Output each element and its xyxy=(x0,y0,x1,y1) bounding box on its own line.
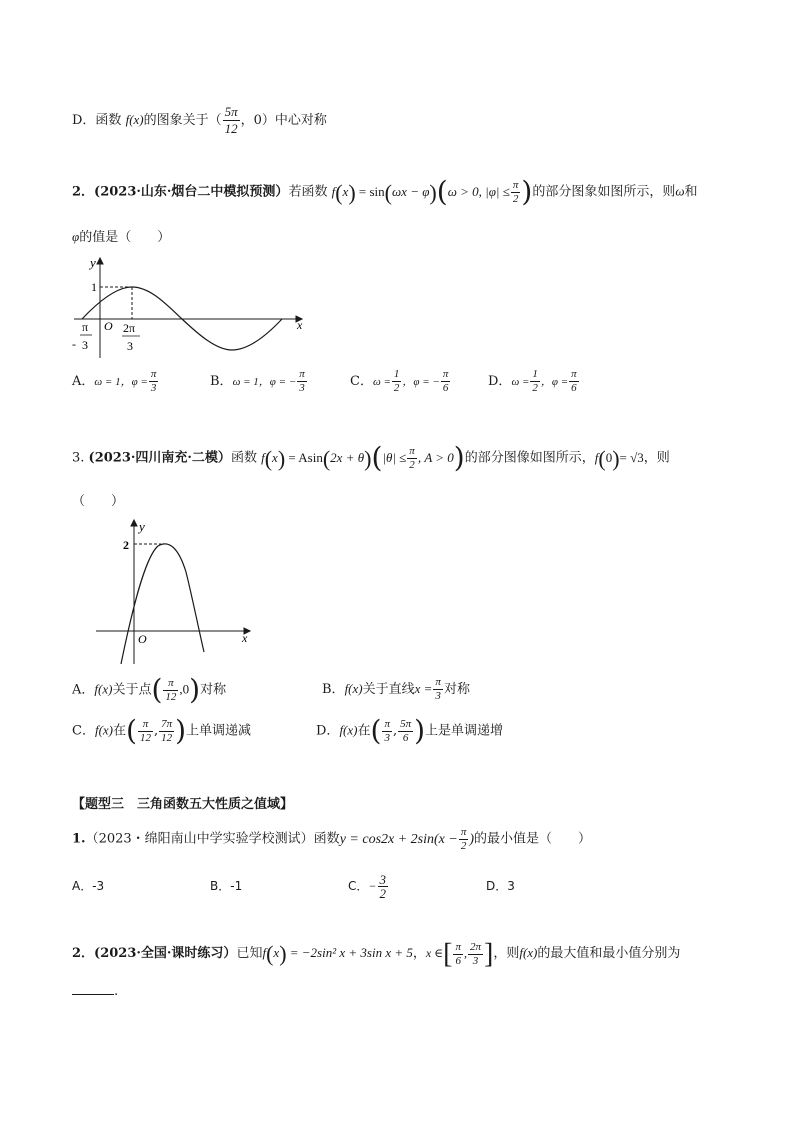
s2-stem xyxy=(72,940,680,968)
q3-lead: 函数 xyxy=(230,450,257,466)
q3-x-label: x xyxy=(242,631,248,645)
q2-phi: φ xyxy=(72,229,80,244)
q2-source: (2023·山东·烟台二中模拟预测） xyxy=(94,184,289,200)
q3-f0: f(0)= √3 xyxy=(594,445,644,471)
q2-pos-num: 2π xyxy=(123,321,136,335)
q2-option-a[interactable]: A．ω = 1，φ = $\frac{\pi}{3}$ xyxy=(72,368,157,394)
q2-pos-den: 3 xyxy=(127,339,133,353)
s2-fx: f(x) = −2sin² x + 3sin x + 5 xyxy=(262,940,413,966)
section-heading: 【题型三 三角函数五大性质之值域】 xyxy=(72,797,294,812)
s1-option-d[interactable]: D．3 xyxy=(486,879,515,893)
q3-origin: O xyxy=(138,632,147,646)
q2-stem-line2 xyxy=(72,226,170,245)
prev-option-d-label: D．函数 xyxy=(72,113,122,128)
q2-lead: 若函数 xyxy=(288,184,328,200)
s1-options xyxy=(72,873,515,900)
q2-neg-sign: - xyxy=(72,337,76,351)
prev-option-d-fn: f(x) xyxy=(125,112,144,127)
s1-source: （2023・绵阳南山中学实验学校测试） xyxy=(85,831,314,847)
q3-option-c[interactable]: C．f(x)在( $\frac{\pi}{12}$ , $\frac{7\pi}{12}$ )上单调递减 xyxy=(72,714,252,747)
q2-neg-den: 3 xyxy=(82,338,88,352)
s1-number: 1. xyxy=(72,831,86,847)
q3-option-b[interactable]: B．f(x)关于直线x = $\frac{\pi}{3}$ 对称 xyxy=(322,676,470,702)
s1-expression: y = cos2x + 2sin(x − $\frac{\pi}{2}$ ) xyxy=(339,826,475,852)
q3-stem-line1: 3. (2023·四川南充·二模）函数 f(x) = Asin(2x + θ)(|θ| ≤ $\frac{\pi}{2}$ , A > 0)的部分图像如图所示，f(0)= √3，则 xyxy=(72,441,670,474)
q2-answer-paren: 的值是（ ） xyxy=(79,230,171,245)
q2-tail: 的部分图象如图所示，则 xyxy=(532,184,676,200)
s2-answer-blank[interactable] xyxy=(72,984,114,995)
q3-option-d[interactable]: D．f(x)在( $\frac{\pi}{3}$ , $\frac{5\pi}{6}$ )上是单调递增 xyxy=(316,714,504,747)
q2-option-d[interactable]: D．ω = $\frac{1}{2}$ ，φ = $\frac{\pi}{6}$ xyxy=(488,368,577,394)
s1-option-b[interactable]: B．-1 xyxy=(210,879,243,893)
s2-answer-line xyxy=(72,984,118,999)
s2-tail1: ，则 xyxy=(493,945,520,961)
prev-option-d-fraction: $\frac{5\pi}{12}$ xyxy=(224,104,238,136)
q2-option-c[interactable]: C．ω = $\frac{1}{2}$ ，φ = − $\frac{\pi}{6}$ xyxy=(350,368,449,394)
s2-end: . xyxy=(114,984,119,999)
q2-and: 和 xyxy=(684,184,698,200)
prev-option-d-mid: 的图象关于（ xyxy=(143,113,222,128)
q2-options xyxy=(72,368,580,395)
q2-number: 2． xyxy=(72,184,95,200)
s2-sep: ， xyxy=(412,945,426,961)
s2-tail2: 的最大值和最小值分别为 xyxy=(537,945,681,961)
q3-two-label: 2 xyxy=(123,538,129,552)
s2-fx2: f(x) xyxy=(519,944,538,960)
s2-domain: x ∈[ $\frac{\pi}{6}$ , $\frac{2\pi}{3}$ ] xyxy=(425,938,494,969)
q2-y-label: y xyxy=(90,255,96,270)
s2-lead: 已知 xyxy=(236,945,263,961)
q3-answer-paren: （ ） xyxy=(72,494,125,509)
q3-fx: f(x) = Asin(2x + θ) xyxy=(261,445,372,471)
q2-omega: ω xyxy=(675,183,685,199)
s2-number: 2． xyxy=(72,945,95,961)
q2-origin: O xyxy=(104,319,113,333)
q3-number: 3. xyxy=(72,450,85,466)
q3-condition: |θ| ≤ $\frac{\pi}{2}$ , A > 0 xyxy=(382,445,454,472)
s1-tail: 的最小值是（ ） xyxy=(474,831,592,847)
q2-one-label: 1 xyxy=(91,280,97,294)
q2-condition: ω > 0, |φ| ≤ $\frac{\pi}{2}$ xyxy=(447,179,519,206)
q3-sine-curve xyxy=(121,544,204,664)
q2-y-arrow xyxy=(97,258,103,264)
q3-y-arrow xyxy=(131,520,137,526)
s2-source: (2023·全国·课时练习） xyxy=(94,945,237,961)
s1-stem xyxy=(72,826,591,853)
prev-option-d xyxy=(72,104,327,137)
q3-y-label: y xyxy=(139,519,145,534)
q3-tail2: ，则 xyxy=(643,450,670,466)
s1-option-c[interactable]: C．− $\frac{3}{2}$ xyxy=(348,872,386,901)
q2-x-label: x xyxy=(297,318,303,332)
q3-option-a[interactable]: A．f(x)关于点( $\frac{\pi}{12}$ ,0)对称 xyxy=(72,673,227,706)
s1-lead: 函数 xyxy=(313,831,340,847)
q3-graph xyxy=(92,516,262,668)
q3-source: (2023·四川南充·二模） xyxy=(88,450,231,466)
q2-fx: f(x) = sin(ωx − φ) xyxy=(331,179,437,205)
prev-option-d-tail: ，0）中心对称 xyxy=(240,113,327,128)
q2-graph xyxy=(70,252,310,362)
q3-stem-line2 xyxy=(72,490,124,509)
s1-option-a[interactable]: A．-3 xyxy=(72,879,105,893)
q3-tail1: 的部分图像如图所示， xyxy=(464,450,595,466)
q2-option-b[interactable]: B．ω = 1，φ = − $\frac{\pi}{3}$ xyxy=(210,368,305,394)
q2-stem-line1: 2．(2023·山东·烟台二中模拟预测）若函数 f(x) = sin(ωx − φ)(ω > 0, |φ| ≤ $\frac{\pi}{2}$ )的部分图象如图所示，则ω和 xyxy=(72,175,698,208)
q2-neg-num: π xyxy=(82,320,89,334)
